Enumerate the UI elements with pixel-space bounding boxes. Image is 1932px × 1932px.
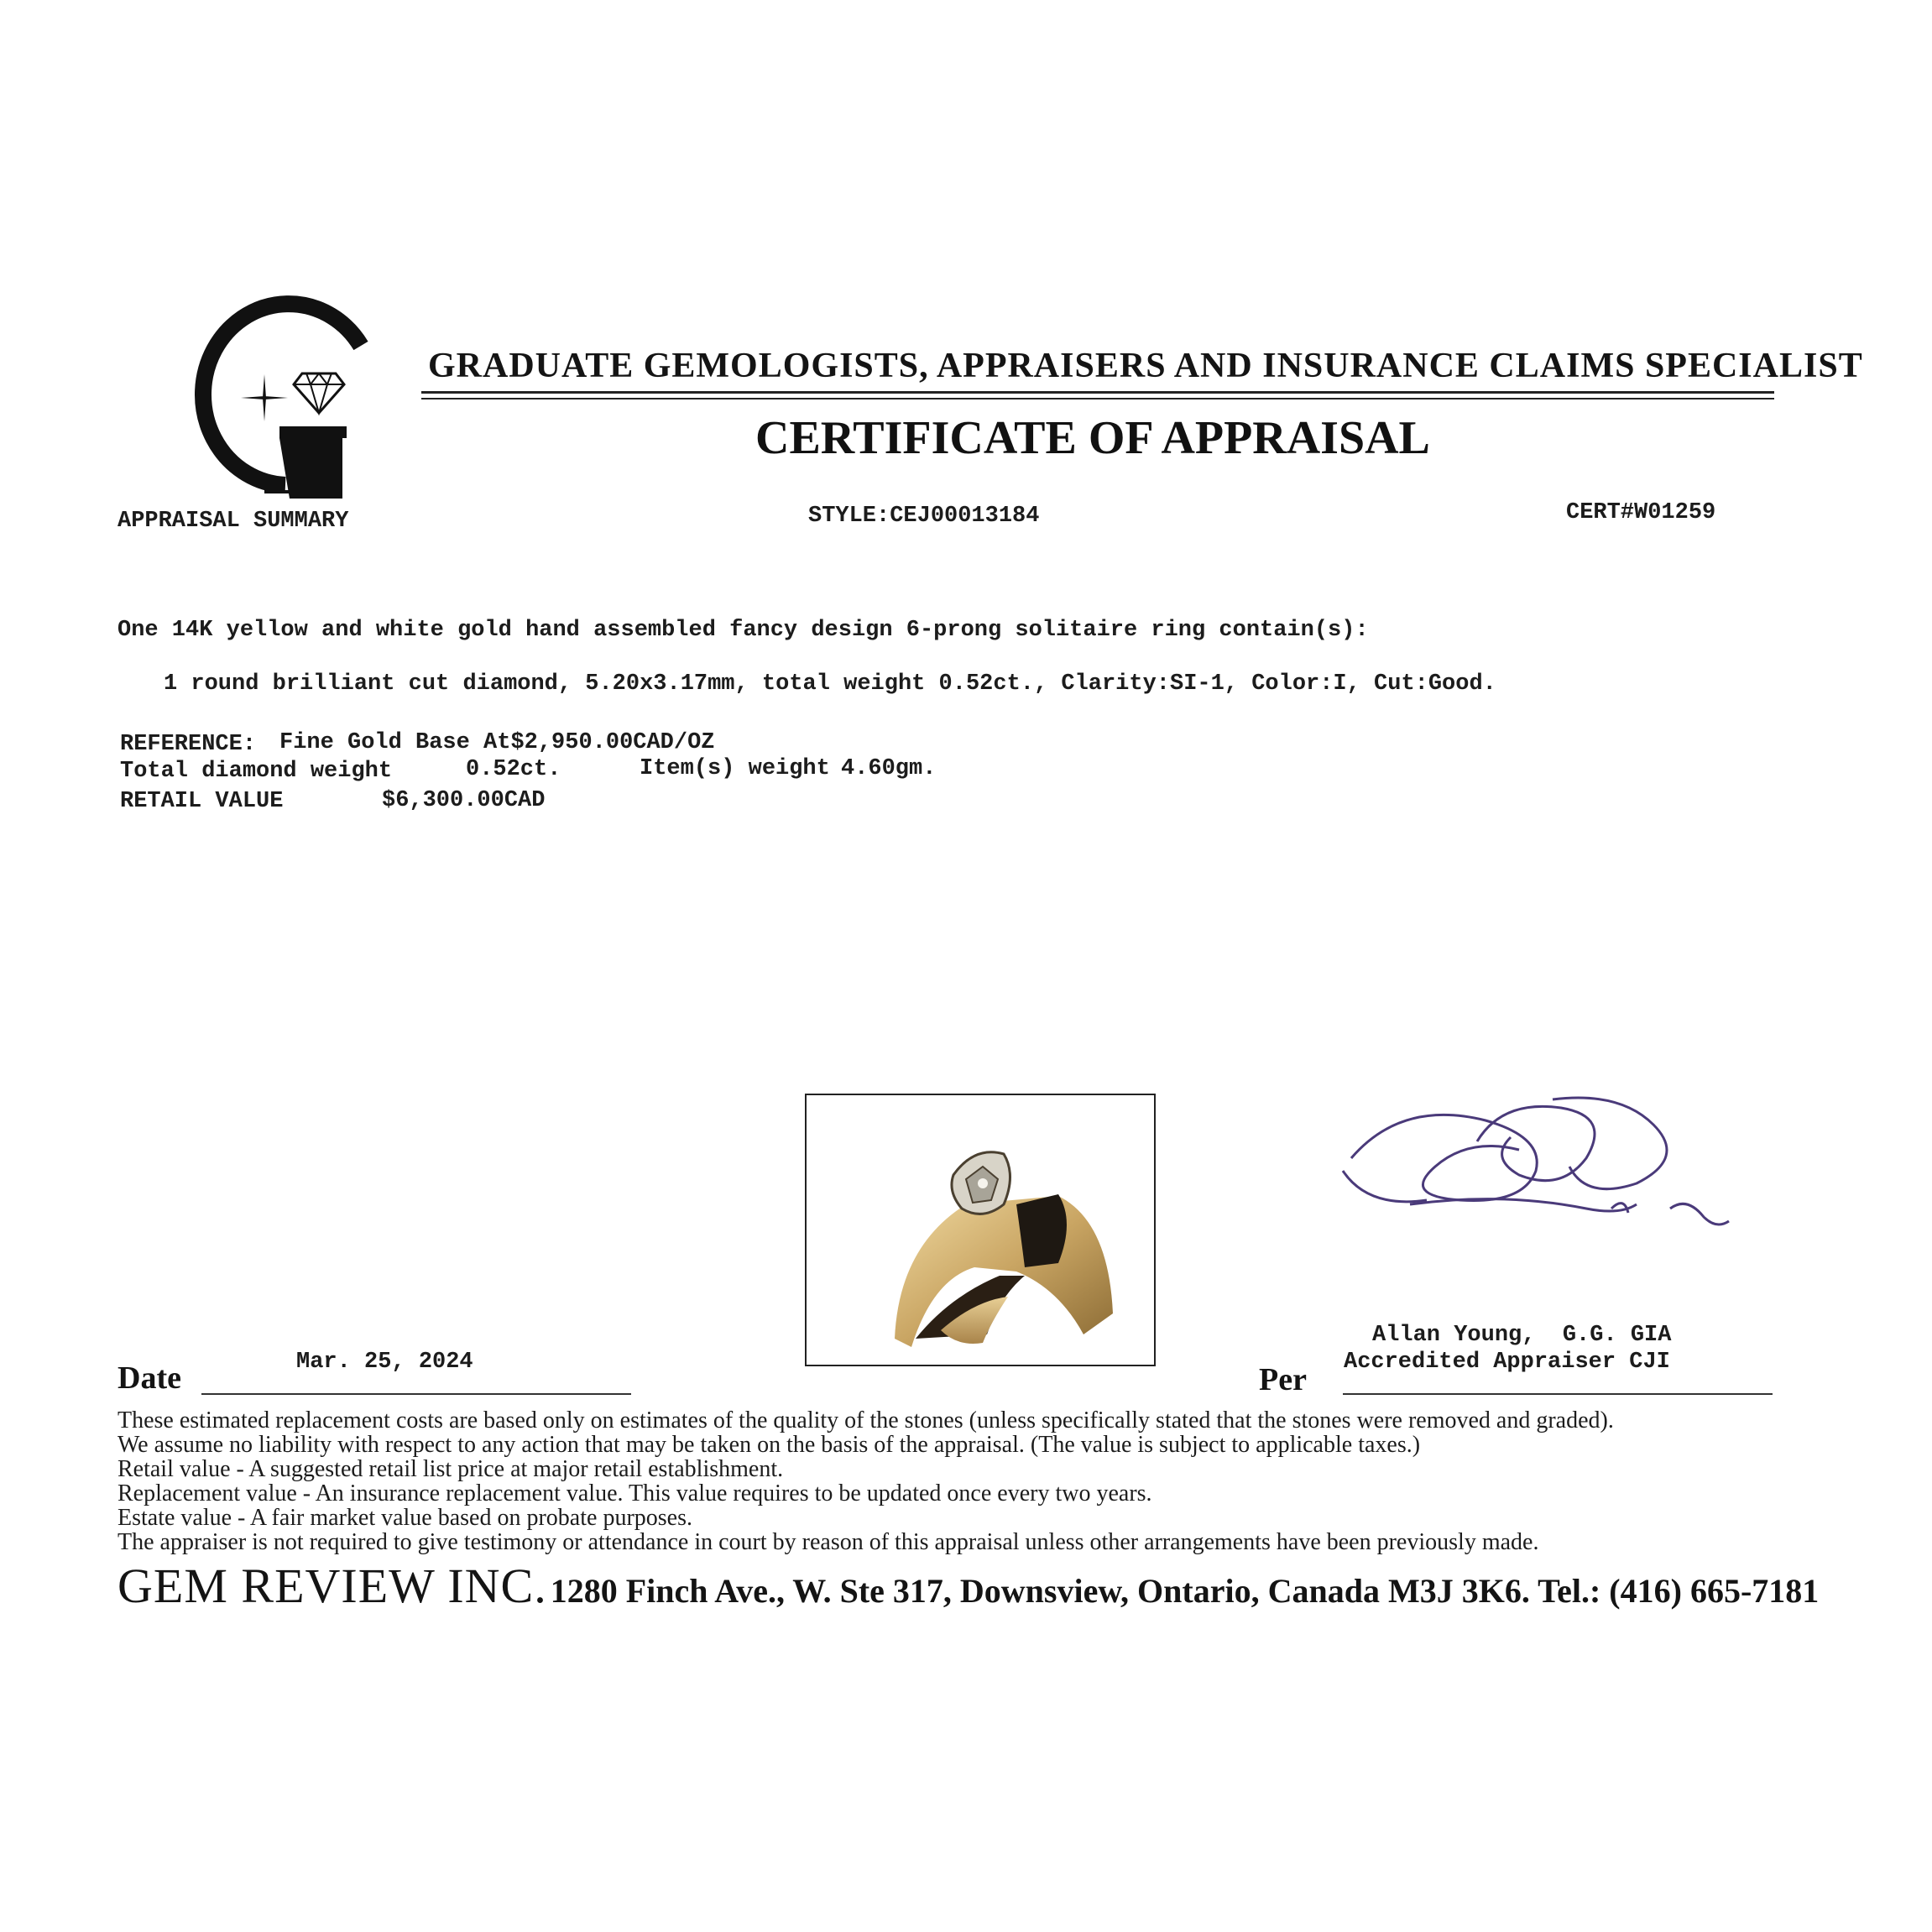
appraisal-summary-label: APPRAISAL SUMMARY (117, 509, 349, 534)
per-label: Per (1259, 1362, 1307, 1397)
signature-line (1343, 1393, 1773, 1395)
total-diamond-weight-label: Total diamond weight (120, 759, 393, 784)
company-name: GEM REVIEW INC. (117, 1559, 547, 1613)
header-tagline: GRADUATE GEMOLOGISTS, APPRAISERS AND INSURANCE CLAIMS SPECIALIST (428, 347, 1863, 385)
date-line (201, 1393, 631, 1395)
cert-number: CERT#W01259 (1566, 500, 1716, 525)
retail-value-label: RETAIL VALUE (120, 789, 284, 814)
disclaimer-line: Replacement value - An insurance replacement value. This value requires to be updated once every two years. (117, 1480, 1152, 1506)
header-rule-thin (421, 398, 1774, 399)
item-description: One 14K yellow and white gold hand assembled fancy design 6-prong solitaire ring contain(s): (117, 618, 1369, 643)
appraiser-name: Allan Young, G.G. GIA (1372, 1323, 1672, 1348)
disclaimer-line: These estimated replacement costs are based only on estimates of the quality of the stones (unless specifically stated that the stones were removed and graded). (117, 1407, 1614, 1433)
certificate-title: CERTIFICATE OF APPRAISAL (755, 412, 1430, 464)
date-label: Date (117, 1360, 181, 1396)
reference-label: REFERENCE: (120, 732, 257, 757)
item-weight-value: 4.60gm. (841, 756, 937, 781)
appraiser-credential: Accredited Appraiser CJI (1344, 1350, 1670, 1375)
item-weight-label: Item(s) weight (640, 756, 830, 781)
disclaimer-line: We assume no liability with respect to any action that may be taken on the basis of the appraisal. (The value is subject to applicable taxes.) (117, 1432, 1421, 1458)
disclaimer-line: The appraiser is not required to give testimony or attendance in court by reason of this appraisal unless other arrangements have been previously made. (117, 1529, 1539, 1555)
g-diamond-logo-icon (172, 294, 373, 504)
style-number: STYLE:CEJ00013184 (808, 504, 1040, 529)
total-diamond-weight-value: 0.52ct. (466, 757, 561, 782)
reference-text: Fine Gold Base At$2,950.00CAD/OZ (279, 730, 715, 755)
diamond-description: 1 round brilliant cut diamond, 5.20x3.17mm, total weight 0.52ct., Clarity:SI-1, Color:I, Cut:Good. (164, 671, 1496, 697)
footer (117, 1558, 1819, 1614)
ring-photo (805, 1094, 1156, 1366)
date-value: Mar. 25, 2024 (296, 1350, 473, 1375)
disclaimer (117, 1408, 1838, 1554)
company-address: 1280 Finch Ave., W. Ste 317, Downsview, Ontario, Canada M3J 3K6. Tel.: (416) 665-7181 (550, 1572, 1820, 1610)
disclaimer-line: Retail value - A suggested retail list price at major retail establishment. (117, 1456, 784, 1482)
retail-value-amount: $6,300.00CAD (382, 788, 546, 813)
handwritten-signature (1334, 1091, 1746, 1251)
header-rule-thick (421, 391, 1774, 394)
disclaimer-line: Estate value - A fair market value based on probate purposes. (117, 1505, 692, 1531)
